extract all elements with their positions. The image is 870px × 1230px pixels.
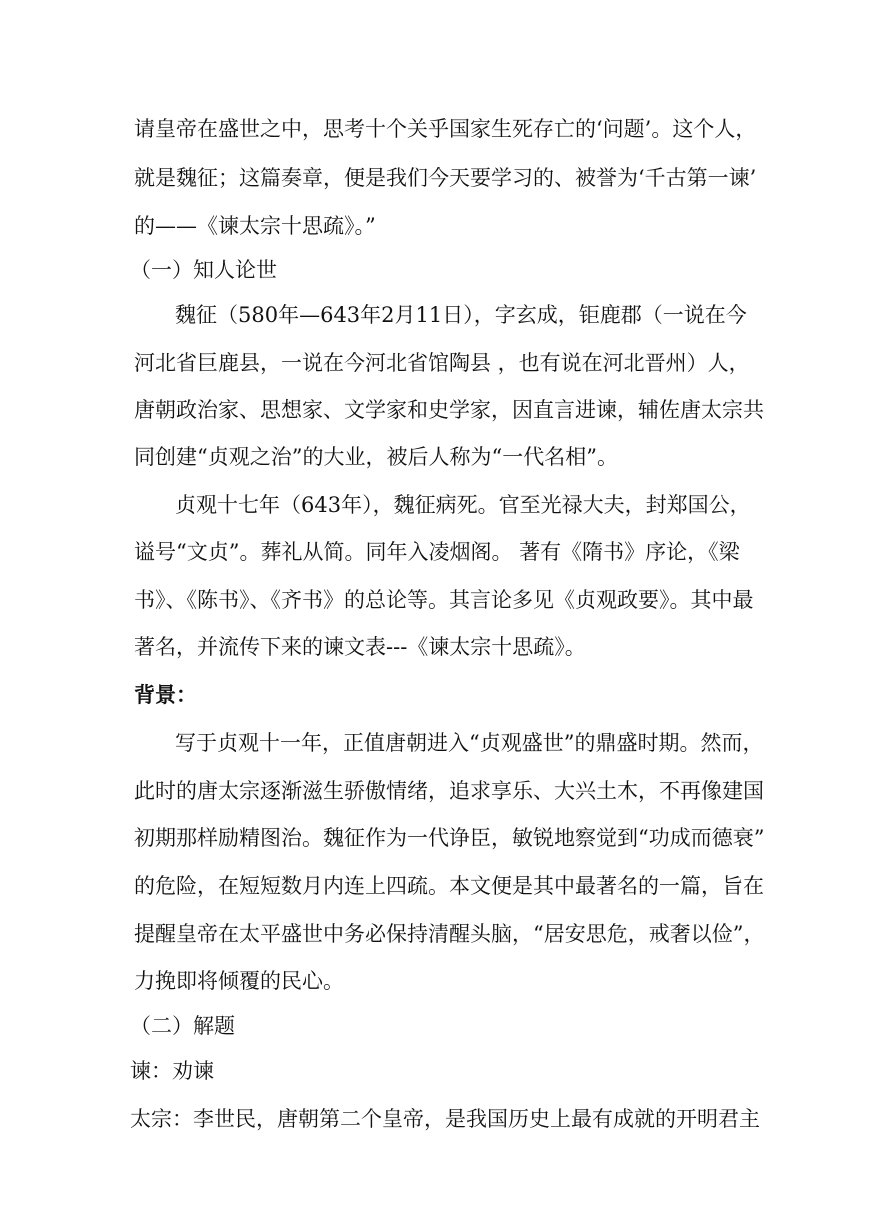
bio-para-line-1: 魏征（580年—643年2月11日），字玄成，钜鹿郡（一说在今 <box>175 303 747 327</box>
death-para-line-3: 书》、《陈书》、《齐书》的总论等。其言论多见《贞观政要》。其中最 <box>134 588 754 612</box>
intro-line-1: 请皇帝在盛世之中，思考十个关乎国家生死存亡的‘问题’。这个人， <box>134 117 757 141</box>
background-line-4: 的危险，在短短数月内连上四疏。本文便是其中最著名的一篇，旨在 <box>134 874 764 898</box>
death-para-line-4: 著名，并流传下来的谏文表---《谏太宗十思疏》。 <box>134 635 586 659</box>
bio-para-line-2: 河北省巨鹿县，一说在今河北省馆陶县 ，也有说在河北晋州）人， <box>134 351 750 375</box>
definition-jian: 谏：劝谏 <box>130 1059 214 1083</box>
background-line-5: 提醒皇帝在太平盛世中务必保持清醒头脑，“居安思危，戒奢以俭”， <box>134 922 765 946</box>
death-para-line-1: 贞观十七年（643年），魏征病死。官至光禄大夫，封郑国公， <box>175 493 751 517</box>
section2-heading: （二）解题 <box>130 1014 235 1038</box>
background-line-1: 写于贞观十一年，正值唐朝进入“贞观盛世”的鼎盛时期。然而， <box>175 731 764 755</box>
background-line-2: 此时的唐太宗逐渐滋生骄傲情绪，追求享乐、大兴土木，不再像建国 <box>134 779 764 803</box>
bio-para-line-3: 唐朝政治家、思想家、文学家和史学家，因直言进谏，辅佐唐太宗共 <box>134 398 764 422</box>
death-para-line-2: 谥号“文贞”。葬礼从简。同年入凌烟阁。 著有《隋书》序论，《梁 <box>134 540 740 564</box>
background-line-6: 力挽即将倾覆的民心。 <box>134 969 344 993</box>
background-line-3: 初期那样励精图治。魏征作为一代诤臣，敏锐地察觉到“功成而德衰” <box>134 826 765 850</box>
bio-para-line-4: 同创建“贞观之治”的大业，被后人称为“一代名相”。 <box>134 445 618 469</box>
definition-taizong: 太宗：李世民，唐朝第二个皇帝，是我国历史上最有成就的开明君主 <box>130 1107 760 1131</box>
intro-line-2: 就是魏征；这篇奏章，便是我们今天要学习的、被誉为‘千古第一谏’ <box>134 166 757 190</box>
section1-heading: （一）知人论世 <box>130 258 277 282</box>
background-heading: 背景： <box>134 682 197 707</box>
intro-line-3: 的——《谏太宗十思疏》。” <box>134 214 376 238</box>
